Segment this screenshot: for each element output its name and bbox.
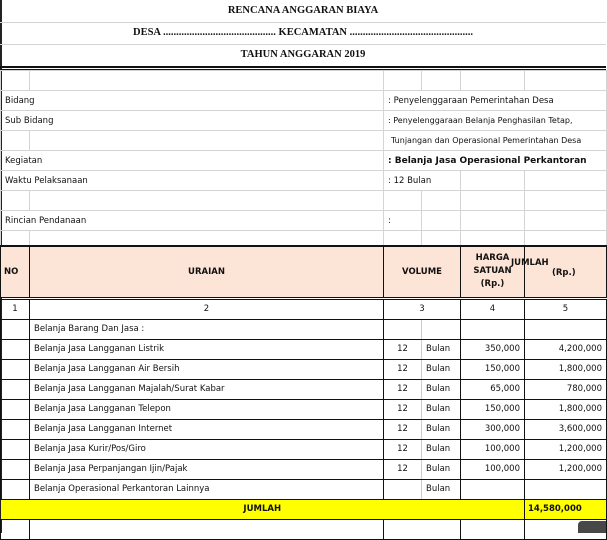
row-harga: 150,000 [461,359,525,379]
row-uraian: Belanja Jasa Kurir/Pos/Giro [30,439,384,459]
sub-bidang-value: : Penyelenggaraan Belanja Penghasilan Tetap, [384,111,607,131]
floating-scroll-widget[interactable] [578,521,606,533]
row-jumlah: 1,200,000 [525,459,607,479]
row-uraian: Belanja Jasa Perpanjangan Ijin/Pajak [30,459,384,479]
col-number: 2 [30,298,384,319]
row-qty: 12 [384,339,422,359]
total-value: 14,580,000 [525,499,607,519]
table-row [1,459,607,479]
header-volume: VOLUME [384,246,461,298]
row-qty: 12 [384,359,422,379]
row-harga: 100,000 [461,439,525,459]
header-jumlah-unit: (Rp.) [552,267,576,278]
header-jumlah-label: JUMLAH [511,257,549,268]
section-label: Belanja Barang Dan Jasa : [30,319,384,339]
section-row [1,319,607,339]
row-qty: 12 [384,459,422,479]
col-number: 4 [461,298,525,319]
sub-bidang-label: Sub Bidang [1,111,384,131]
row-qty: 12 [384,419,422,439]
info-row-bidang [1,91,607,111]
rincian-label: Rincian Pendanaan [1,211,384,231]
desa-kecamatan-line: DESA ........................................... KECAMATAN ............................................... [0,22,606,45]
header-harga: HARGA SATUAN (Rp.) [461,246,525,298]
table-row [1,359,607,379]
row-qty [384,479,422,499]
col-number: 5 [525,298,607,319]
row-no [1,479,30,499]
row-uraian: Belanja Jasa Langganan Air Bersih [30,359,384,379]
row-harga: 65,000 [461,379,525,399]
row-uraian: Belanja Jasa Langganan Listrik [30,339,384,359]
row-unit: Bulan [422,379,461,399]
table-row [1,399,607,419]
row-harga [461,479,525,499]
table-row [1,419,607,439]
info-row-rincian [1,211,607,231]
waktu-label: Waktu Pelaksanaan [1,171,384,191]
row-qty: 12 [384,439,422,459]
row-harga: 100,000 [461,459,525,479]
info-row-kegiatan [1,151,607,171]
table-row [1,379,607,399]
row-jumlah [525,479,607,499]
info-row-waktu [1,171,607,191]
col-number: 3 [384,298,461,319]
row-no [1,419,30,439]
row-harga: 300,000 [461,419,525,439]
total-label: JUMLAH [1,499,525,519]
row-uraian: Belanja Jasa Langganan Telepon [30,399,384,419]
row-jumlah: 1,800,000 [525,399,607,419]
row-qty: 12 [384,379,422,399]
table-row [1,479,607,499]
row-harga: 350,000 [461,339,525,359]
doc-title: RENCANA ANGGARAN BIAYA [0,0,606,23]
table-row [1,339,607,359]
row-uraian: Belanja Operasional Perkantoran Lainnya [30,479,384,499]
kegiatan-label: Kegiatan [1,151,384,171]
row-unit: Bulan [422,399,461,419]
row-no [1,399,30,419]
budget-table [0,245,607,540]
header-uraian: URAIAN [30,246,384,298]
column-number-row [1,298,607,319]
row-jumlah: 4,200,000 [525,339,607,359]
header-no: NO [1,246,30,298]
info-row-sub-bidang [1,111,607,131]
row-unit: Bulan [422,339,461,359]
kegiatan-value: : Belanja Jasa Operasional Perkantoran [384,151,607,171]
row-no [1,459,30,479]
waktu-value: : 12 Bulan [384,171,461,191]
row-jumlah: 1,200,000 [525,439,607,459]
row-no [1,379,30,399]
bidang-value: : Penyelenggaraan Pemerintahan Desa [384,91,607,111]
table-row [1,439,607,459]
row-harga: 150,000 [461,399,525,419]
total-row [1,499,607,519]
row-unit: Bulan [422,359,461,379]
row-jumlah: 780,000 [525,379,607,399]
row-jumlah: 1,800,000 [525,359,607,379]
bidang-label: Bidang [1,91,384,111]
row-uraian: Belanja Jasa Langganan Internet [30,419,384,439]
header-jumlah [511,246,607,298]
col-number: 1 [1,298,30,319]
row-unit: Bulan [422,439,461,459]
row-unit: Bulan [422,419,461,439]
row-unit: Bulan [422,459,461,479]
row-no [1,359,30,379]
row-no [1,439,30,459]
info-grid [0,70,607,251]
fiscal-year: TAHUN ANGGARAN 2019 [240,49,366,60]
row-no [1,339,30,359]
row-uraian: Belanja Jasa Langganan Majalah/Surat Kabar [30,379,384,399]
row-unit: Bulan [422,479,461,499]
row-jumlah: 3,600,000 [525,419,607,439]
row-qty: 12 [384,399,422,419]
rincian-value: : [384,211,422,231]
header-row [1,246,607,298]
sub-bidang-value-cont: Tunjangan dan Operasional Pemerintahan Desa [384,131,607,151]
